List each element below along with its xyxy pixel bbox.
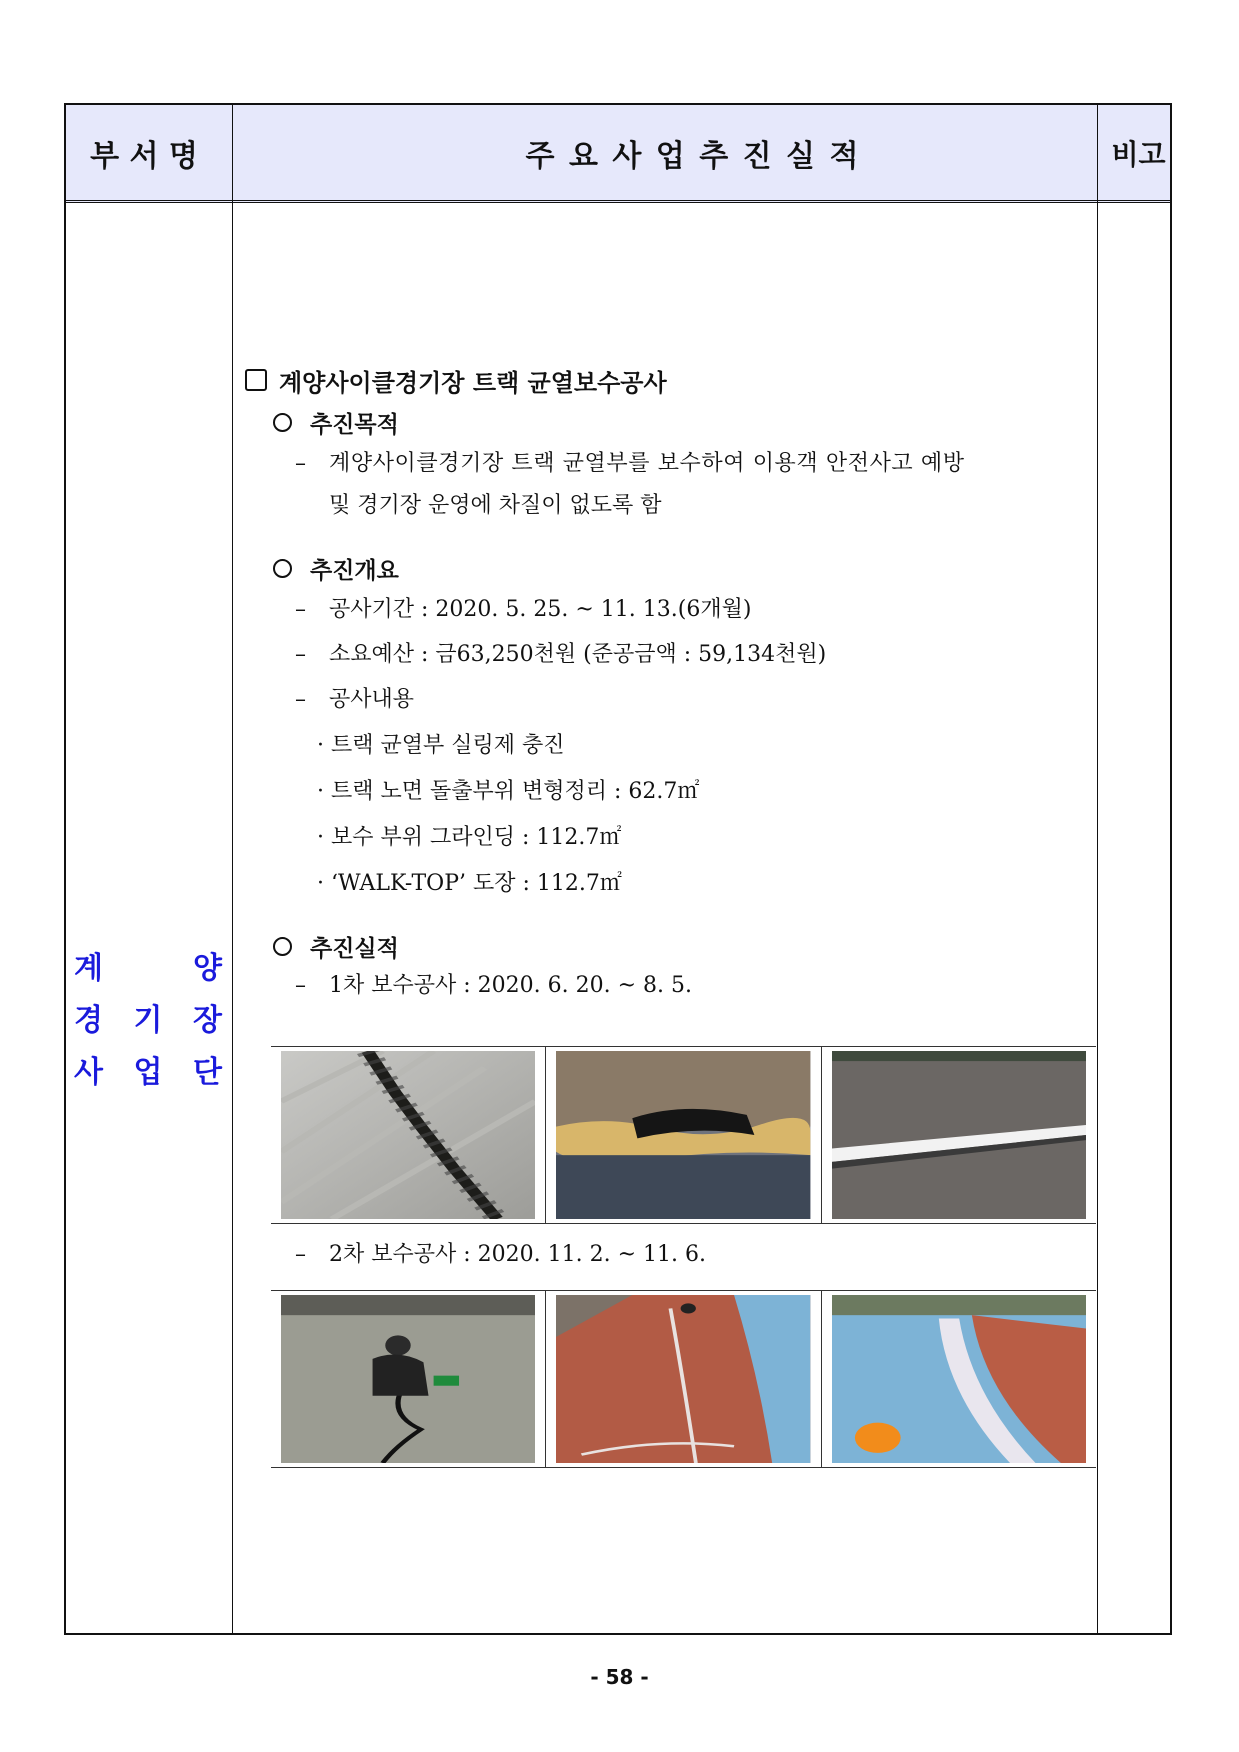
square-bullet-icon (245, 369, 267, 391)
dept-name (74, 943, 222, 1099)
content-label-text: 공사내용 (329, 687, 415, 712)
second-repair-text: 2차 보수공사 : 2020. 11. 2. ~ 11. 6. (329, 1242, 706, 1267)
first-repair-text: 1차 보수공사 : 2020. 6. 20. ~ 8. 5. (329, 973, 692, 998)
dash-mark: – (295, 451, 307, 476)
content-item: · 트랙 균열부 실링제 충진 (317, 733, 565, 758)
photo-row-second-repair (271, 1290, 1096, 1468)
period-text: 공사기간 : 2020. 5. 25. ~ 11. 13.(6개월) (329, 597, 752, 622)
circle-bullet-icon (273, 413, 292, 432)
header-dept: 부 서 명 (90, 138, 198, 174)
content-item: · 보수 부위 그라인딩 : 112.7㎡ (317, 825, 622, 850)
circle-bullet-icon (273, 559, 292, 578)
dash-mark: – (295, 973, 306, 998)
section-title-text: 계양사이클경기장 트랙 균열보수공사 (279, 368, 667, 397)
budget-text: 소요예산 : 금63,250천원 (준공금액 : 59,134천원) (329, 642, 827, 667)
purpose-heading (273, 405, 1090, 439)
results-second (295, 1240, 706, 1270)
results-heading (273, 929, 1090, 963)
repair-photo-3 (832, 1295, 1086, 1463)
content-item: · ‘WALK-TOP’ 도장 : 112.7㎡ (317, 871, 622, 896)
dept-name-line: 계 양 (74, 951, 222, 986)
purpose-line (295, 449, 1090, 479)
dept-name-line: 사 업 단 (74, 1055, 222, 1090)
photo-cell (271, 1047, 546, 1223)
column-divider (1097, 105, 1098, 1633)
overview-content-label (295, 685, 1090, 715)
repair-photo-2 (556, 1295, 810, 1463)
dept-name-line: 경 기 장 (74, 1003, 222, 1038)
main-content (245, 363, 1090, 1001)
purpose-heading-text: 추진목적 (310, 411, 399, 438)
photo-cell (546, 1047, 821, 1223)
results-heading-text: 추진실적 (310, 935, 399, 962)
column-divider (232, 105, 233, 1633)
crack-photo-2 (556, 1051, 810, 1219)
section-title (245, 363, 1090, 397)
content-item: · 트랙 노면 돌출부위 변형정리 : 62.7㎡ (317, 779, 700, 804)
overview-period (295, 595, 1090, 625)
page-number: - 58 - (590, 1665, 649, 1689)
dash-mark: – (295, 687, 306, 712)
purpose-text: 계양사이클경기장 트랙 균열부를 보수하여 이용객 안전사고 예방 (329, 451, 965, 476)
header-note: 비고 (1111, 137, 1166, 171)
overview-heading (273, 551, 1090, 585)
dash-mark: – (295, 642, 306, 667)
photo-cell (822, 1047, 1096, 1223)
purpose-line-2: 및 경기장 운영에 차질이 없도록 함 (329, 493, 662, 518)
dash-mark: – (295, 597, 306, 622)
overview-heading-text: 추진개요 (310, 557, 399, 584)
overview-budget (295, 640, 1090, 670)
dash-mark: – (295, 1242, 306, 1267)
photo-row-first-repair (271, 1046, 1096, 1224)
repair-photo-1 (281, 1295, 535, 1463)
results-first (295, 971, 1090, 1001)
crack-photo-1 (281, 1051, 535, 1219)
photo-cell (822, 1291, 1096, 1467)
crack-photo-3 (832, 1051, 1086, 1219)
circle-bullet-icon (273, 937, 292, 956)
photo-cell (271, 1291, 546, 1467)
header-main: 주 요 사 업 추 진 실 적 (525, 138, 861, 174)
photo-cell (546, 1291, 821, 1467)
